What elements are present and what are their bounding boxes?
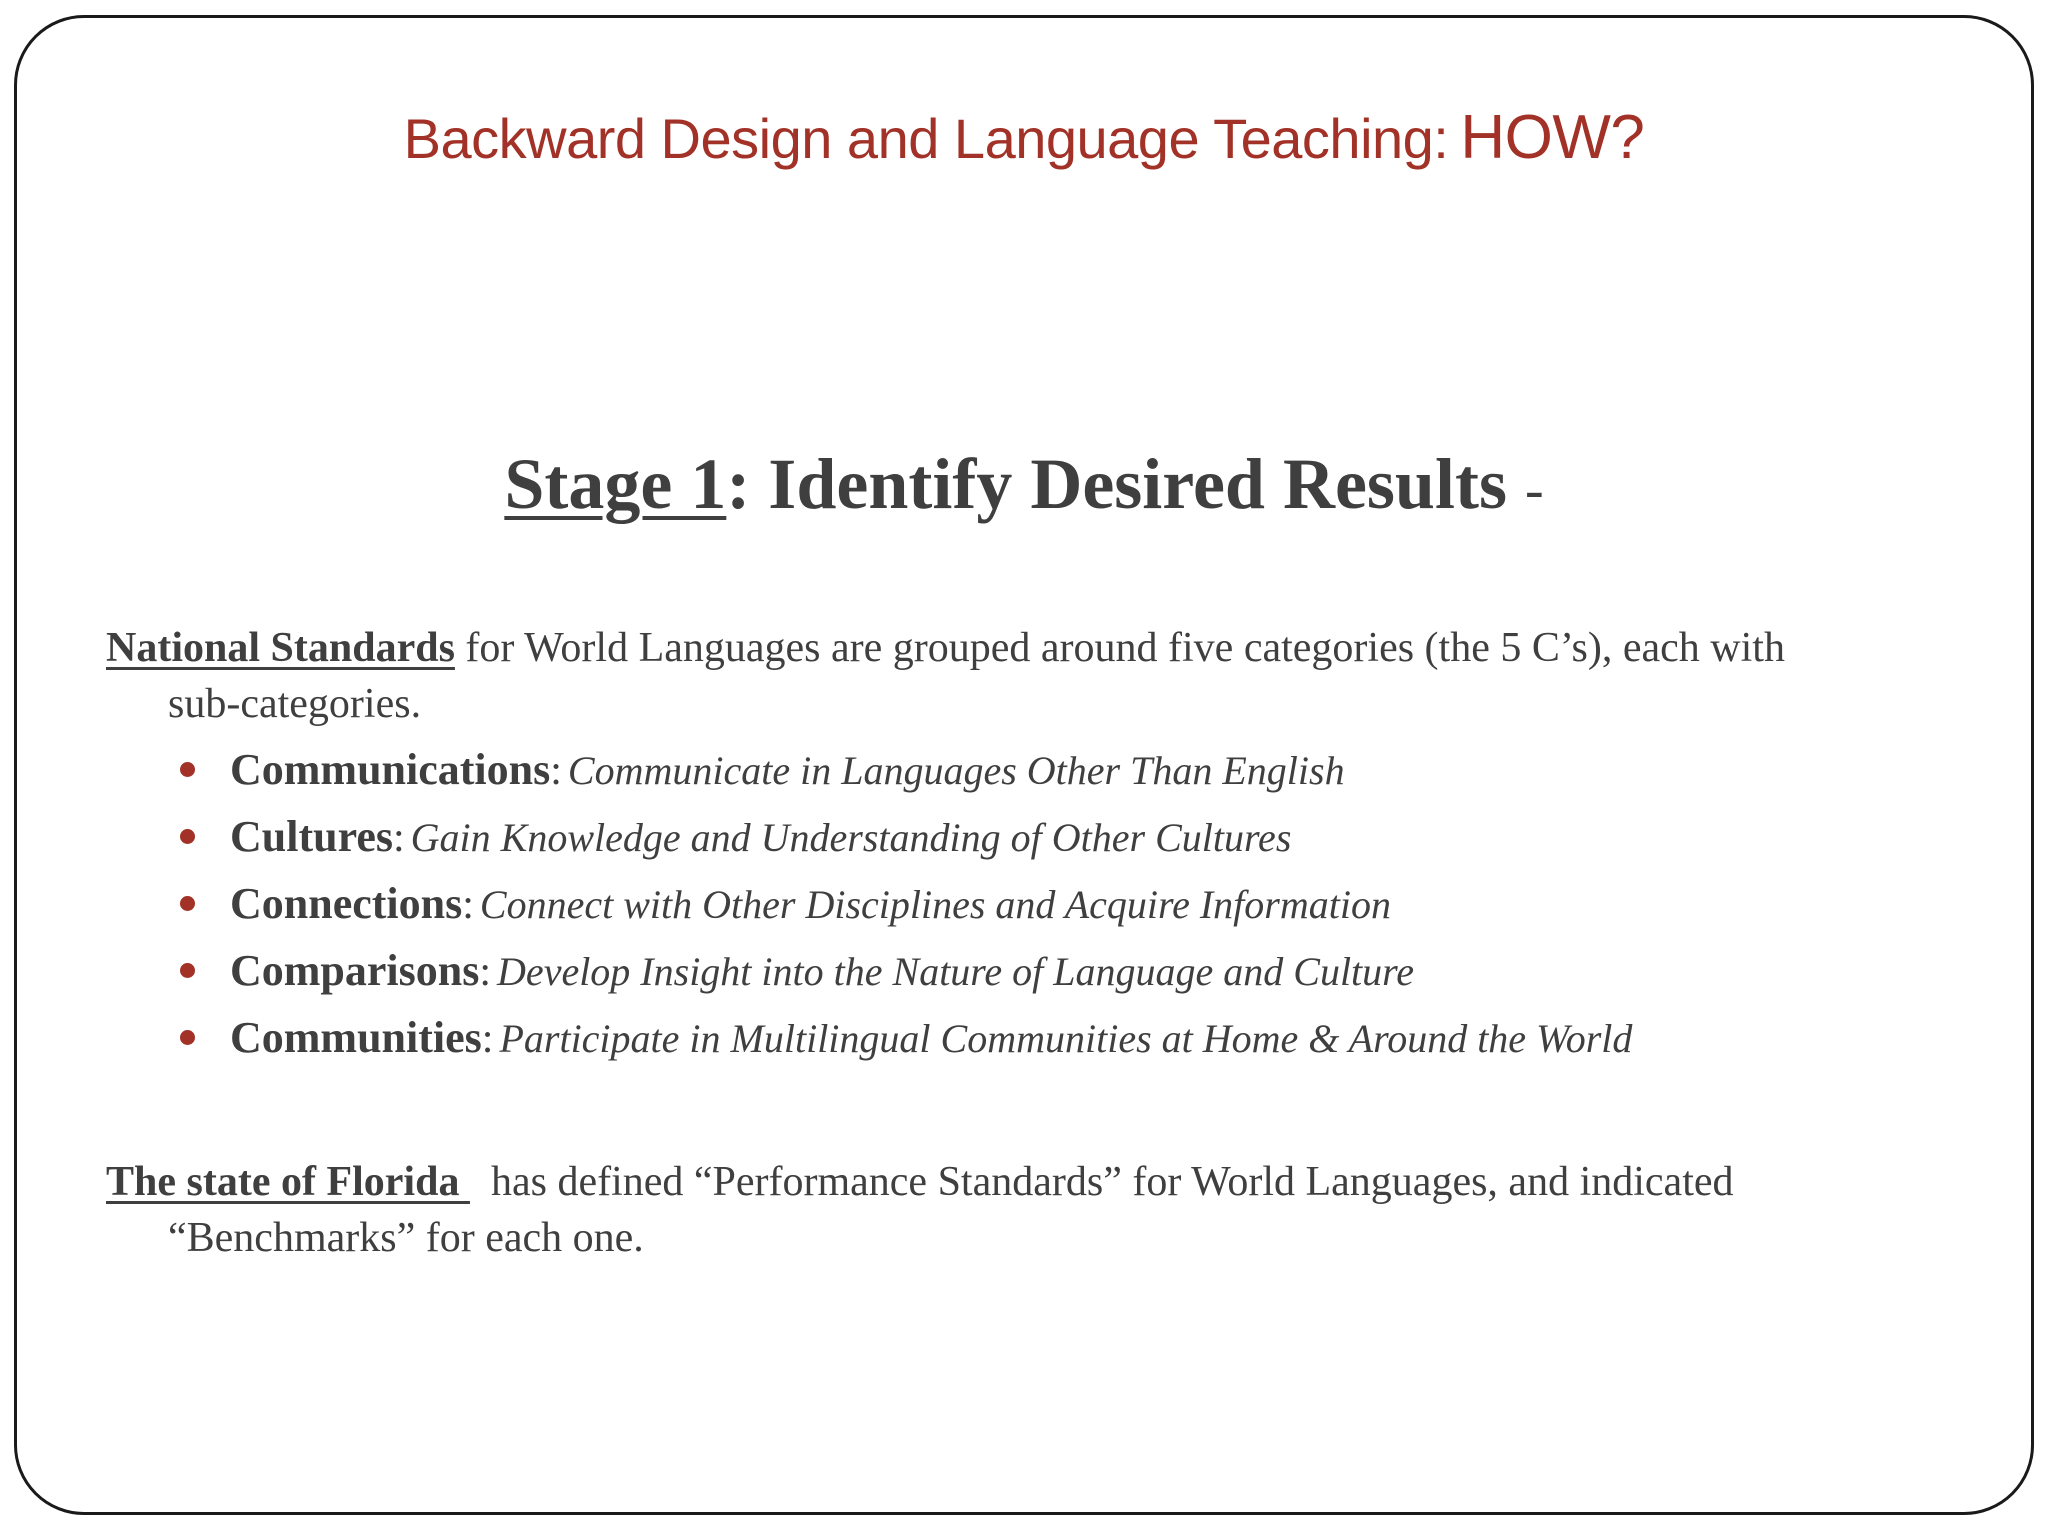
florida-paragraph bbox=[106, 1154, 2006, 1266]
category-name: Connections bbox=[230, 879, 463, 928]
bullet-dot-icon bbox=[180, 1030, 195, 1045]
category-name: Comparisons bbox=[230, 946, 480, 995]
category-desc: Gain Knowledge and Understanding of Other Cultures bbox=[410, 815, 1292, 860]
categories-list bbox=[178, 736, 1632, 1071]
list-item: Connections: Connect with Other Disciplines and Acquire Information bbox=[178, 870, 1632, 937]
national-standards-paragraph bbox=[106, 620, 2006, 732]
slide-title-text: Backward Design and Language Teaching: bbox=[403, 107, 1449, 170]
category-desc: Develop Insight into the Nature of Language and Culture bbox=[497, 949, 1414, 994]
stage-dash: - bbox=[1524, 459, 1544, 521]
national-standards-lead: National Standards bbox=[106, 625, 455, 671]
list-item: Cultures: Gain Knowledge and Understanding of Other Cultures bbox=[178, 803, 1632, 870]
stage-label: Stage 1 bbox=[504, 444, 727, 524]
bullet-dot-icon bbox=[180, 829, 195, 844]
stage-heading bbox=[0, 443, 2048, 526]
category-desc: Connect with Other Disciplines and Acquire Information bbox=[479, 882, 1391, 927]
stage-title: : Identify Desired Results bbox=[726, 444, 1507, 524]
category-name: Communications bbox=[230, 745, 551, 794]
florida-lead: The state of Florida bbox=[106, 1159, 470, 1205]
slide-title bbox=[0, 102, 2048, 173]
list-item: Comparisons: Develop Insight into the Nature of Language and Culture bbox=[178, 937, 1632, 1004]
category-name: Cultures bbox=[230, 812, 393, 861]
bullet-dot-icon bbox=[180, 762, 195, 777]
florida-text: has defined “Performance Standards” for World Languages, and indicated bbox=[469, 1159, 1734, 1205]
list-item: Communications: Communicate in Languages Other Than English bbox=[178, 736, 1632, 803]
bullet-dot-icon bbox=[180, 896, 195, 911]
florida-text-cont: “Benchmarks” for each one. bbox=[168, 1215, 644, 1261]
list-item: Communities: Participate in Multilingual Communities at Home & Around the World bbox=[178, 1004, 1632, 1071]
category-name: Communities bbox=[230, 1013, 482, 1062]
bullet-dot-icon bbox=[180, 963, 195, 978]
national-standards-text-cont: sub-categories. bbox=[168, 681, 422, 727]
category-desc: Communicate in Languages Other Than English bbox=[567, 748, 1345, 793]
national-standards-text: for World Languages are grouped around five categories (the 5 C’s), each with bbox=[454, 625, 1785, 671]
category-desc: Participate in Multilingual Communities at Home & Around the World bbox=[499, 1016, 1633, 1061]
slide-title-emphasis: HOW? bbox=[1460, 103, 1645, 172]
